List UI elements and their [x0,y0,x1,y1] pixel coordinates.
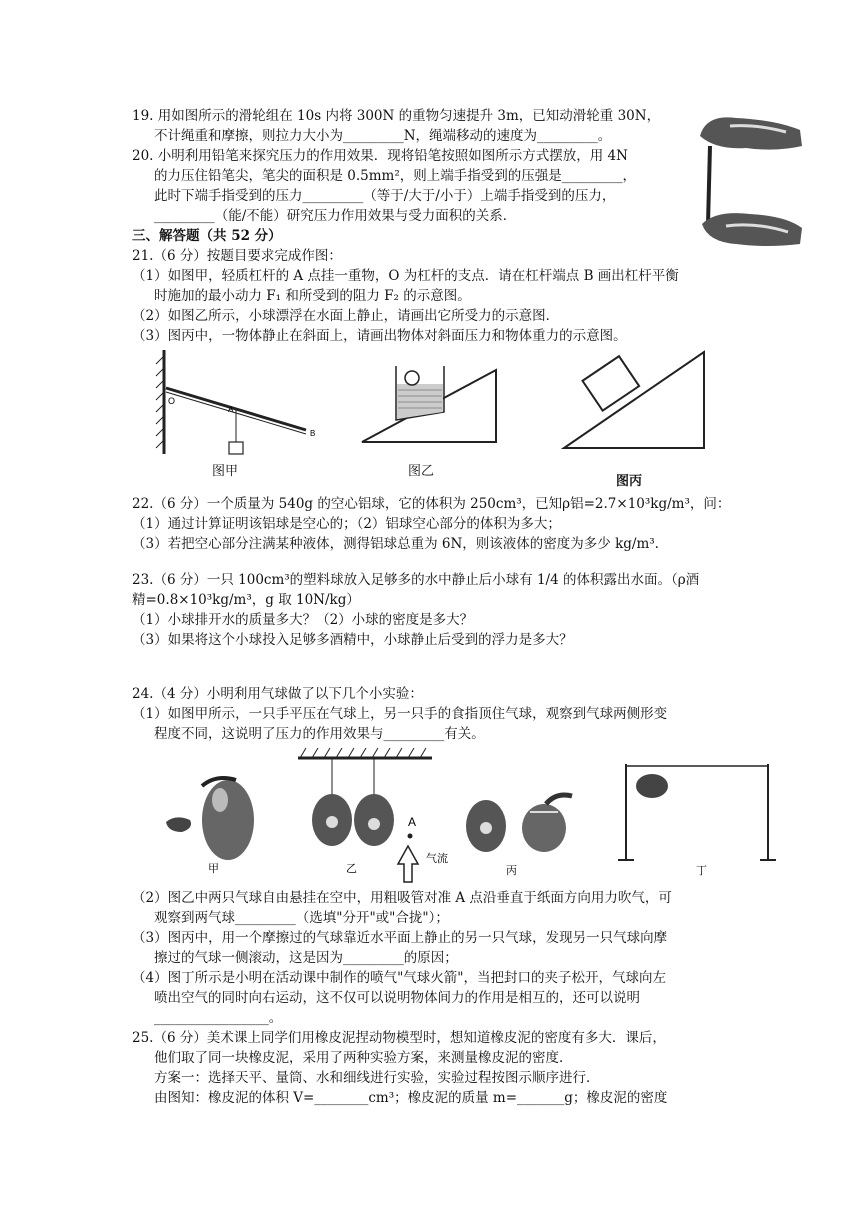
q21-line1: 21.（6 分）按题目要求完成作图： [132,248,342,264]
label-O: O [168,396,176,406]
q24-line2: （1）如图甲所示，一只手平压在气球上，另一只手的食指顶住气球，观察到气球两侧形变 [132,706,668,722]
label-A: A [228,405,234,414]
q24-line9: 喷出空气的同时向右运动，这不仅可以说明物体间力的作用是相互的，还可以说明 [154,990,640,1006]
q25-line1: 25.（6 分）美术课上同学们用橡皮泥捏动物模型时，想知道橡皮泥的密度有多大．课后， [132,1030,666,1046]
q21-line5: （3）图丙中，一物体静止在斜面上，请画出物体对斜面压力和物体重力的示意图。 [132,328,627,344]
caption-balloon-ding: 丁 [696,864,707,877]
q25-line4: 由图知：橡皮泥的体积 V=________cm³；橡皮泥的质量 m=_______g；橡皮泥的密度 [154,1090,668,1106]
label-B: B [310,429,316,438]
lever-figure [150,346,330,458]
q24-line5: 观察到两气球_________（选填"分开"或"合拢"）； [154,910,449,926]
q22-line1: 22.（6 分）一个质量为 540g 的空心铝球，它的体积为 250cm³，已知ρ铝=2.7×10³kg/m³，问： [132,496,731,512]
balloon-experiments-figure [136,744,786,884]
q20-line3: 此时下端手指受到的压力_________（等于/大于/小于）上端手指受到的压力， [154,188,616,204]
caption-balloon-bing: 丙 [506,864,517,877]
q23-line2: 精=0.8×10³kg/m³，g 取 10N/kg） [132,592,360,608]
q23-line1: 23.（6 分）一只 100cm³的塑料球放入足够多的水中静止后小球有 1/4 的体积露出水面。（ρ酒 [132,572,700,588]
q24-line8: （4）图丁所示是小明在活动课中制作的喷气"气球火箭"，当把封口的夹子松开，气球向左 [132,970,667,986]
q23-line3: （1）小球排开水的质量多大？（2）小球的密度是多大？ [132,612,474,628]
q24-line4: （2）图乙中两只气球自由悬挂在空中，用粗吸管对准 A 点沿垂直于纸面方向用力吹气，可 [132,890,672,906]
caption-fig-jia: 图甲 [212,464,239,479]
q21-line3: 时施加的最小动力 F₁ 和所受到的阻力 F₂ 的示意图。 [154,288,471,304]
q20-line4: _________（能/不能）研究压力作用效果与受力面积的关系． [154,208,517,224]
block-incline-figure [560,342,710,454]
q19-line1: 19. 用如图所示的滑轮组在 10s 内将 300N 的重物匀速提升 3m，已知动滑轮重 30N， [132,108,661,124]
q20-line1: 20. 小明利用铅笔来探究压力的作用效果．现将铅笔按照如图所示方式摆放，用 4N [132,148,628,164]
q24-line10: _________________。 [154,1010,283,1026]
caption-fig-yi: 图乙 [408,464,435,479]
section-heading: 三、解答题（共 52 分） [132,228,282,244]
q21-line2: （1）如图甲，轻质杠杆的 A 点挂一重物，O 为杠杆的支点．请在杠杆端点 B 画出杠杆平衡 [132,268,679,284]
caption-fig-bing: 图丙 [616,474,643,489]
q24-line7: 擦过的气球一侧滚动，这是因为_________的原因； [154,950,458,966]
floating-ball-figure [352,360,502,450]
q22-line3: （3）若把空心部分注满某种液体，测得铝球总重为 6N，则该液体的密度为多少 kg/m³. [132,536,659,552]
q25-line3: 方案一：选择天平、量筒、水和细线进行实验，实验过程按图示顺序进行． [154,1070,600,1086]
q23-line4: （3）如果将这个小球投入足够多酒精中，小球静止后受到的浮力是多大？ [132,632,573,648]
q24-line3: 程度不同，这说明了压力的作用效果与_________有关。 [154,726,485,742]
q20-line2: 的力压住铅笔尖，笔尖的面积是 0.5mm²，则上端手指受到的压强是_________， [154,168,637,184]
label-airflow: 气流 [426,852,448,865]
q22-line2: （1）通过计算证明该铝球是空心的；（2）铝球空心部分的体积为多大； [132,516,561,532]
q24-line6: （3）图丙中，用一个摩擦过的气球靠近水平面上静止的另一只气球，发现另一只气球向摩 [132,930,668,946]
caption-balloon-yi: 乙 [346,862,357,875]
pencil-fingers-figure [696,106,808,250]
q25-line2: 他们取了同一块橡皮泥，采用了两种实验方案，来测量橡皮泥的密度． [154,1050,573,1066]
caption-balloon-jia: 甲 [208,862,219,875]
q19-line2: 不计绳重和摩擦，则拉力大小为_________N，绳端移动的速度为_________。 [154,128,612,144]
q24-line1: 24.（4 分）小明利用气球做了以下几个小实验： [132,686,423,702]
q21-line4: （2）如图乙所示，小球漂浮在水面上静止，请画出它所受力的示意图． [132,308,560,324]
label-A-point: A [408,815,417,829]
